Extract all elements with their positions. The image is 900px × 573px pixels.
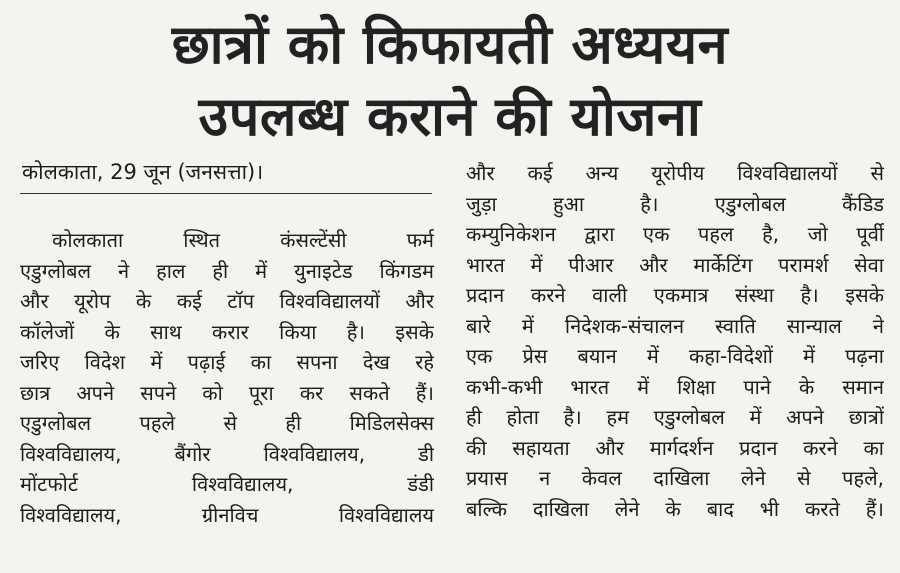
article-line: एडुग्लोबल ने हाल ही में युनाइटेड किंगडम	[20, 258, 434, 283]
article-line: कभी-कभी भारत में शिक्षा पाने के समान	[466, 374, 884, 399]
article-line: छात्र अपने सपने को पूरा कर सकते हैं।	[20, 380, 434, 405]
article-line: बल्कि दाखिला लेने के बाद भी करते हैं।	[466, 496, 884, 521]
article-line: ही होता है। हम एडुग्लोबल में अपने छात्रों	[466, 405, 884, 429]
article-line: प्रयास न केवल दाखिला लेने से पहले,	[466, 466, 884, 490]
article-line: और यूरोप के कई टॉप विश्वविद्यालयों और	[20, 289, 434, 313]
article-line: भारत में पीआर और मार्केटिंग परामर्श सेवा	[466, 252, 884, 277]
article-line: कम्युनिकेशन द्वारा एक पहल है, जो पूर्वी	[466, 222, 884, 246]
dateline: कोलकाता, 29 जून (जनसत्ता)।	[22, 160, 264, 184]
headline-line-1: छात्रों को किफायती अध्ययन	[171, 13, 729, 76]
headline-line-2: उपलब्ध कराने की योजना	[198, 85, 702, 148]
article-line: विश्वविद्यालय, बैंगोर विश्वविद्यालय, डी	[20, 441, 434, 466]
article-line: प्रदान करने वाली एकमात्र संस्था है। इसके	[466, 283, 884, 307]
article-column-right	[466, 158, 884, 524]
article-line: विश्वविद्यालय, ग्रीनविच विश्वविद्यालय	[20, 502, 434, 527]
article-line: जरिए विदेश में पढ़ाई का सपना देख रहे	[20, 350, 434, 374]
article-line: एडुग्लोबल पहले से ही मिडिलसेक्स	[20, 411, 434, 435]
article-line: जुड़ा हुआ है। एडुग्लोबल कैंडिड	[466, 191, 884, 216]
article-line: और कई अन्य यूरोपीय विश्वविद्यालयों से	[466, 161, 884, 185]
article-line: एक प्रेस बयान में कहा-विदेशों में पढ़ना	[466, 344, 884, 368]
dateline-divider	[20, 193, 432, 194]
article-column-left	[20, 225, 434, 530]
article-line: की सहायता और मार्गदर्शन प्रदान करने का	[466, 435, 884, 460]
article-line: मोंटफोर्ट विश्वविद्यालय, डंडी	[20, 472, 434, 496]
article-line: कोलकाता स्थित कंसल्टेंसी फर्म	[52, 228, 434, 252]
article-line: कॉलेजों के साथ करार किया है। इसके	[20, 319, 434, 344]
article-line: बारे में निदेशक-संचालन स्वाति सान्याल ने	[466, 313, 884, 338]
